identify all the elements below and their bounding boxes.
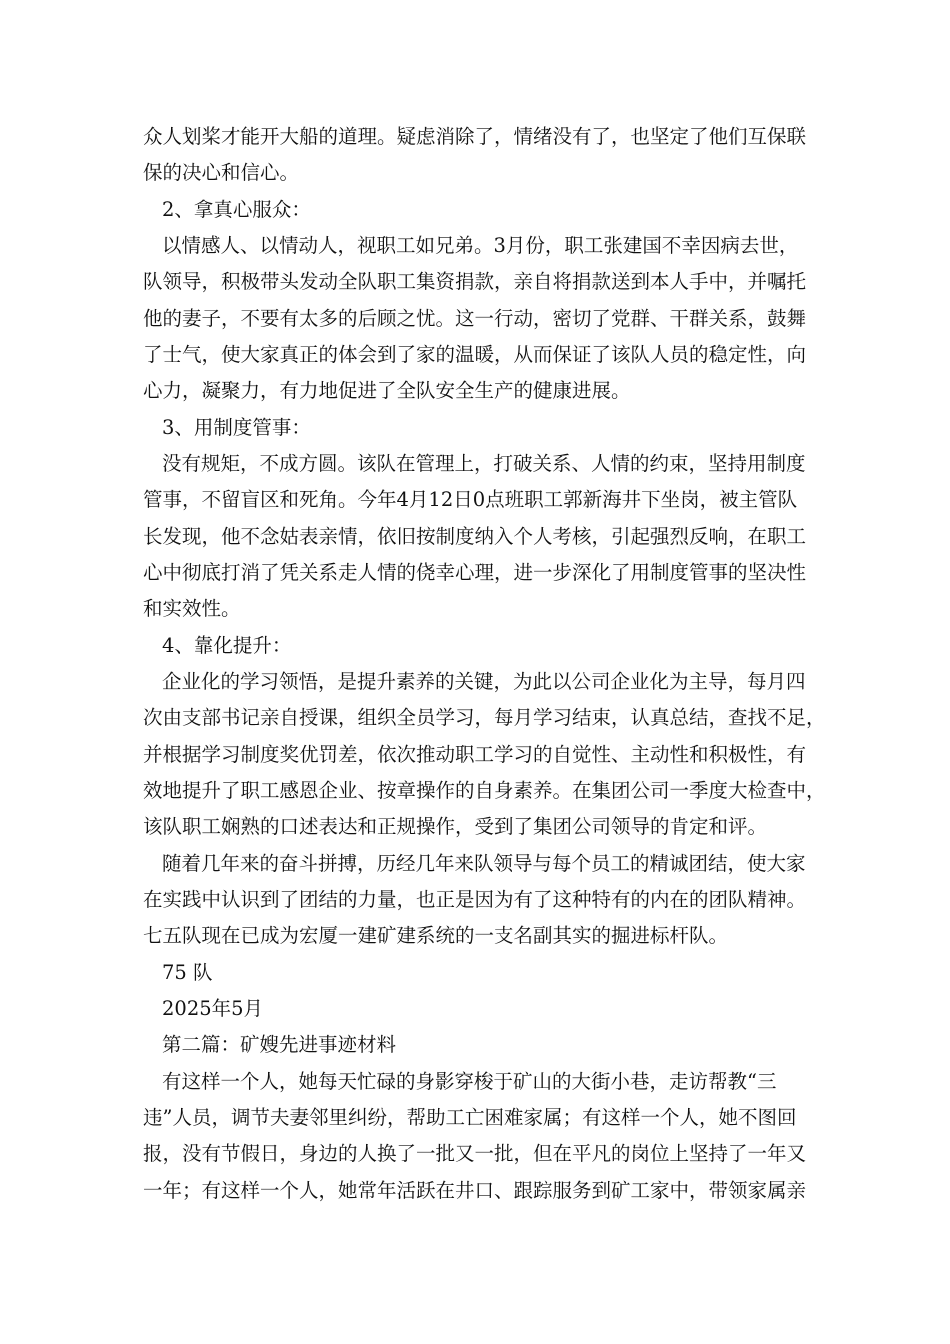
paragraph-line: 并根据学习制度奖优罚差，依次推动职工学习的自觉性、主动性和积极性，有 (143, 743, 807, 766)
paragraph-line: 有这样一个人，她每天忙碌的身影穿梭于矿山的大街小巷，走访帮教“三 (162, 1070, 777, 1093)
paragraph-line: 他的妻子，不要有太多的后顾之忧。这一行动，密切了党群、干群关系，鼓舞 (143, 307, 807, 330)
paragraph-line: 报，没有节假日，身边的人换了一批又一批，但在平凡的岗位上坚持了一年又 (143, 1142, 807, 1165)
paragraph-line: 企业化的学习领悟，是提升素养的关键，为此以公司企业化为主导，每月四 (162, 670, 806, 693)
signature-date: 2025年5月 (162, 997, 264, 1020)
paragraph-line: 和实效性。 (143, 597, 241, 620)
chapter-title: 第二篇：矿嫂先进事迹材料 (162, 1033, 397, 1056)
paragraph-line: 管事，不留盲区和死角。今年4月12日0点班职工郭新海井下坐岗，被主管队 (143, 488, 798, 511)
paragraph-line: 该队职工娴熟的口述表达和正规操作，受到了集团公司领导的肯定和评。 (143, 815, 768, 838)
paragraph-line: 众人划桨才能开大船的道理。疑虑消除了，情绪没有了，也坚定了他们互保联 (143, 125, 807, 148)
section-heading: 3、用制度管事： (162, 416, 311, 439)
paragraph-line: 没有规矩，不成方圆。该队在管理上，打破关系、人情的约束，坚持用制度 (162, 452, 806, 475)
paragraph-line: 长发现，他不念姑表亲情，依旧按制度纳入个人考核，引起强烈反响，在职工 (143, 525, 807, 548)
section-heading: 2、拿真心服众： (162, 198, 311, 221)
paragraph-line: 七五队现在已成为宏厦一建矿建系统的一支名副其实的掘进标杆队。 (143, 924, 729, 947)
signature-team: 75 队 (162, 961, 213, 984)
paragraph-line: 随着几年来的奋斗拼搏，历经几年来队领导与每个员工的精诚团结，使大家 (162, 852, 806, 875)
paragraph-line: 心力，凝聚力，有力地促进了全队安全生产的健康进展。 (143, 379, 631, 402)
paragraph-line: 以情感人、以情动人，视职工如兄弟。3月份，职工张建国不幸因病去世， (162, 234, 799, 257)
paragraph-line: 效地提升了职工感恩企业、按章操作的自身素养。在集团公司一季度大检查中， (143, 779, 826, 802)
paragraph-line: 在实践中认识到了团结的力量，也正是因为有了这种特有的内在的团队精神。 (143, 888, 807, 911)
paragraph-line: 了士气，使大家真正的体会到了家的温暖，从而保证了该队人员的稳定性，向 (143, 343, 807, 366)
paragraph-line: 次由支部书记亲自授课，组织全员学习，每月学习结束，认真总结，查找不足， (143, 706, 826, 729)
section-heading: 4、靠化提升： (162, 634, 292, 657)
paragraph-line: 一年；有这样一个人，她常年活跃在井口、跟踪服务到矿工家中，带领家属亲 (143, 1179, 807, 1202)
paragraph-line: 队领导，积极带头发动全队职工集资捐款，亲自将捐款送到本人手中，并嘱托 (143, 270, 807, 293)
paragraph-line: 心中彻底打消了凭关系走人情的侥幸心理，进一步深化了用制度管事的坚决性 (143, 561, 807, 584)
paragraph-line: 保的决心和信心。 (143, 161, 300, 184)
paragraph-line: 违”人员，调节夫妻邻里纠纷，帮助工亡困难家属；有这样一个人，她不图回 (143, 1106, 797, 1129)
